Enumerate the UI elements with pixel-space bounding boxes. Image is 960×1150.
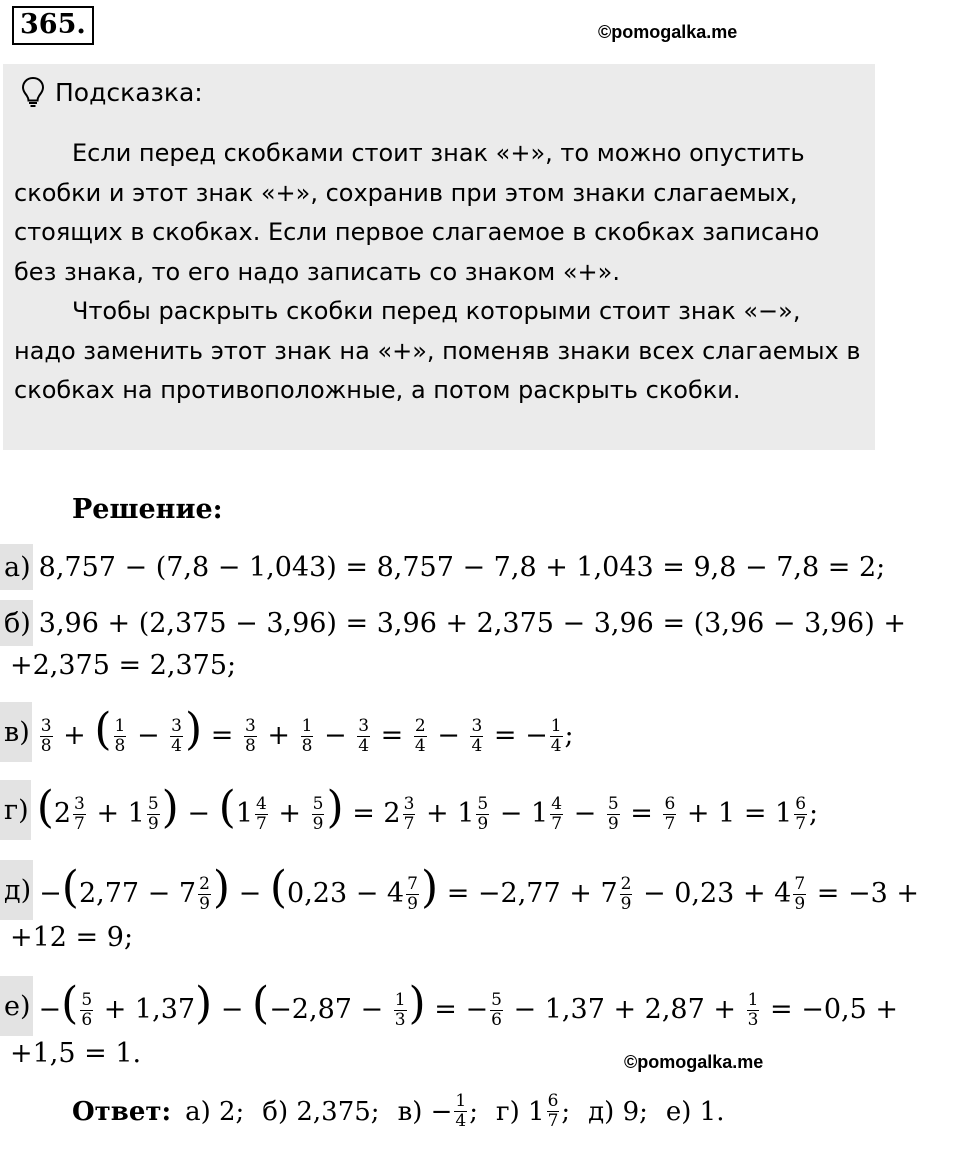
answer-a: а) 2; (185, 1096, 245, 1127)
solution-a (0, 542, 885, 592)
label-d: д) (0, 860, 33, 920)
watermark-bottom: ©pomogalka.me (624, 1052, 764, 1072)
solution-d-expression: −(2,77 − 7 $\frac{2}{9}$ ) − (0,23 − 4 $\frac{7}{9}$ ) = −2,77 + 7 $\frac{2}{9}$ − 0,23 + 4 $\frac{7}{9}$ = −3 + (39, 862, 919, 914)
hint-paragraph-2: Чтобы раскрыть скобки перед которыми стоит знак «−», надо заменить этот знак на «+», поменяв знаки всех слагаемых в скобках на противоположные, а потом раскрыть скобки. (14, 297, 861, 404)
label-v: в) (0, 702, 32, 762)
answer-g: г) 1 $\frac{6}{7}$ ; (496, 1091, 571, 1131)
solution-v (0, 694, 574, 770)
task-number: 365. (12, 6, 94, 45)
solution-b-line2 (10, 640, 236, 690)
solution-b-text2: +2,375 = 2,375; (10, 649, 237, 681)
solution-d-line1 (0, 852, 919, 928)
label-b: б) (0, 600, 33, 646)
solution-e-line2 (10, 1028, 141, 1078)
answer-e: е) 1. (665, 1096, 725, 1127)
solution-d-line2 (10, 912, 133, 962)
label-e: е) (0, 976, 33, 1036)
answer-title: Ответ: (72, 1096, 172, 1127)
solution-title: Решение: (72, 494, 223, 525)
answer-v-text: в) − (397, 1096, 453, 1127)
answer-g-text: г) 1 (496, 1096, 545, 1127)
hint-header (21, 76, 203, 108)
answer-d: д) 9; (588, 1096, 648, 1127)
solution-g (0, 772, 818, 848)
solution-b-text1: 3,96 + (2,375 − 3,96) = 3,96 + 2,375 − 3,96 = (3,96 − 3,96) + (38, 607, 906, 639)
hint-text (14, 134, 866, 411)
label-g: г) (0, 780, 31, 840)
label-a: а) (0, 544, 33, 590)
hint-box (3, 64, 875, 450)
solution-d-text2: +12 = 9; (10, 921, 134, 953)
solution-a-text: 8,757 − (7,8 − 1,043) = 8,757 − 7,8 + 1,043 = 9,8 − 7,8 = 2; (38, 551, 886, 583)
hint-paragraph-1: Если перед скобками стоит знак «+», то можно опустить скобки и этот знак «+», сохранив при этом знаки слагаемых, стоящих в скобках. Если первое слагаемое в скобках записано без знака, то его надо записать со знаком «+». (14, 139, 820, 286)
solution-e-text2: +1,5 = 1. (10, 1037, 142, 1069)
answer-b: б) 2,375; (262, 1096, 380, 1127)
solution-g-expression: (2 $\frac{3}{7}$ + 1 $\frac{5}{9}$ ) − (1 $\frac{4}{7}$ + $\frac{5}{9}$ ) = 2 $\frac{3}{7}$ + 1 $\frac{5}{9}$ − 1 $\frac{4}{7}$ − $\frac{5}{9}$ = $\frac{6}{7}$ + 1 = 1 $\frac{6}{7}$ ; (36, 782, 819, 834)
hint-title: Подсказка: (55, 77, 203, 107)
lightbulb-icon (21, 76, 45, 108)
answer-v: в) − $\frac{1}{4}$ ; (397, 1091, 478, 1131)
solution-e-expression: −( $\frac{5}{6}$ + 1,37) − (−2,87 − $\frac{1}{3}$ ) = − $\frac{5}{6}$ − 1,37 + 2,87 + $\frac{1}{3}$ = −0,5 + (38, 978, 898, 1030)
answer-line (72, 1092, 743, 1131)
solution-v-expression: $\frac{3}{8}$ + ( $\frac{1}{8}$ − $\frac{3}{4}$ ) = $\frac{3}{8}$ + $\frac{1}{8}$ − $\frac{3}{4}$ = $\frac{2}{4}$ − $\frac{3}{4}$ = − $\frac{1}{4}$ ; (40, 704, 574, 756)
watermark-top: ©pomogalka.me (598, 22, 738, 42)
